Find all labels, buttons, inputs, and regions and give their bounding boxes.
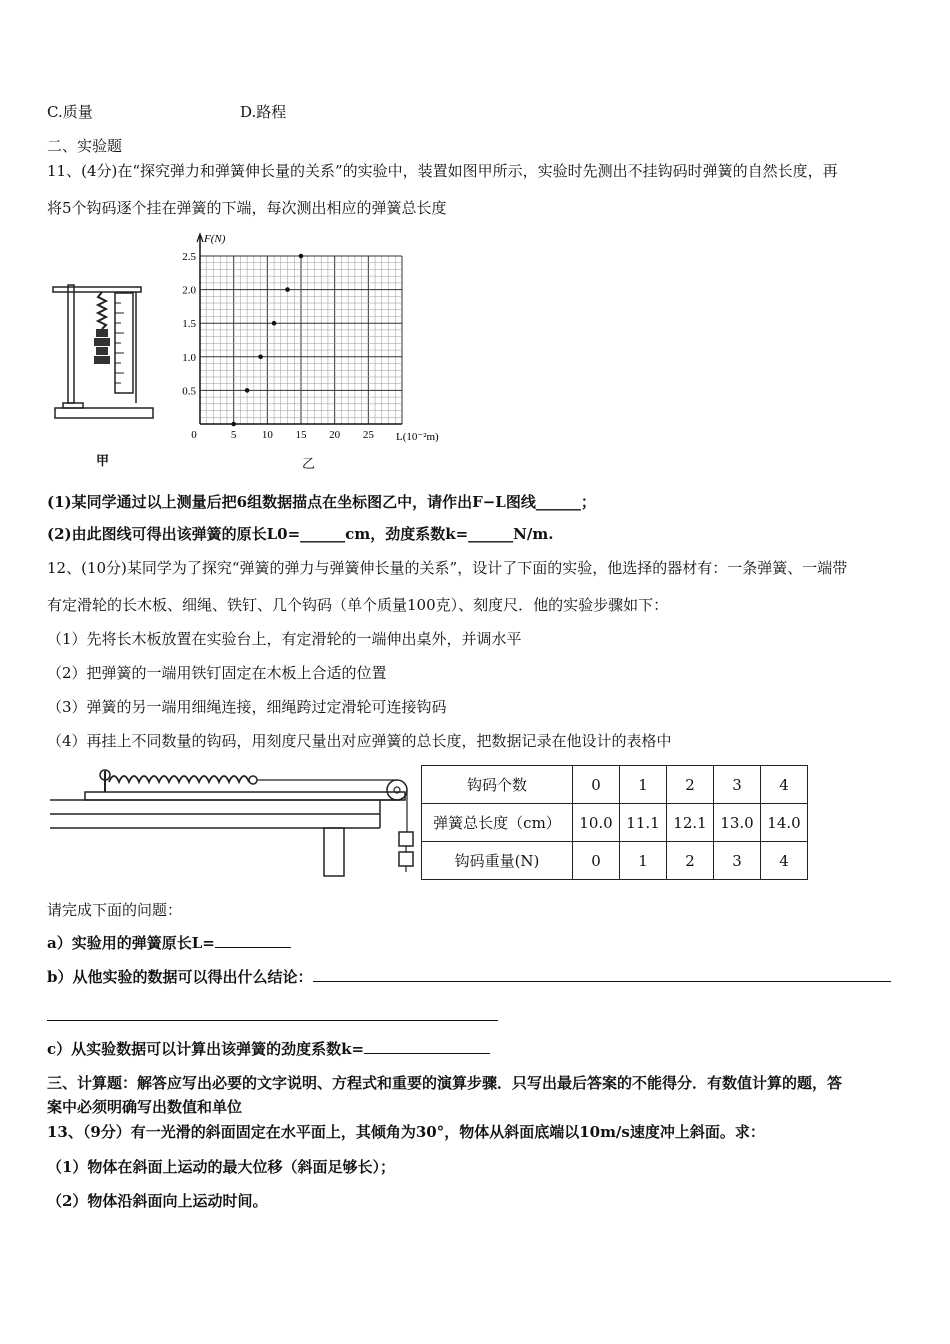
q12-prompt: 请完成下面的问题： <box>47 901 183 919</box>
y-tick-label: 2.0 <box>182 284 196 297</box>
q13-sub2: （2）物体沿斜面向上运动时间。 <box>47 1192 268 1210</box>
option-c: C.质量 <box>47 103 93 121</box>
q12-qa: a）实验用的弹簧原长L= <box>47 933 291 953</box>
y-tick-label: 1.0 <box>182 351 196 364</box>
data-point <box>245 388 250 393</box>
table-cell: 11.1 <box>620 804 667 842</box>
table-cell: 4 <box>761 842 808 880</box>
table-cell: 3 <box>714 842 761 880</box>
x-tick-label: 10 <box>261 429 273 441</box>
fig-b-label: 乙 <box>302 457 316 472</box>
fig-a-label: 甲 <box>96 454 110 469</box>
q11-line2: 将5个钩码逐个挂在弹簧的下端，每次测出相应的弹簧总长度 <box>47 199 447 217</box>
data-point <box>299 254 304 259</box>
spring-data-table <box>421 765 808 880</box>
answer-blank-b-cont[interactable] <box>47 1020 498 1021</box>
q12-line1: 12、(10分)某同学为了探究“弹簧的弹力与弹簧伸长量的关系”，设计了下面的实验，他选择的器材有：一条弹簧、一端带 <box>47 559 848 577</box>
row-label: 钩码重量(N) <box>422 842 573 880</box>
section-2-title: 二、实验题 <box>47 137 123 155</box>
table-row <box>422 766 808 804</box>
table-cell: 1 <box>620 766 667 804</box>
q11-sub2: (2)由此图线可得出该弹簧的原长L0=______cm，劲度系数k=______N/m. <box>47 525 554 543</box>
answer-blank-b[interactable] <box>313 967 891 982</box>
table-cell: 10.0 <box>573 804 620 842</box>
table-cell: 3 <box>714 766 761 804</box>
table-row <box>422 804 808 842</box>
q12-step-2: （2）把弹簧的一端用铁钉固定在木板上合适的位置 <box>47 664 387 682</box>
table-cell: 1 <box>620 842 667 880</box>
q13-line1: 13、（9分）有一光滑的斜面固定在水平面上，其倾角为30°，物体从斜面底端以10m/s速度冲上斜面。求： <box>47 1123 765 1141</box>
pulley-apparatus-figure <box>45 766 415 878</box>
f-l-chart <box>170 228 460 446</box>
y-tick-label: 0.5 <box>182 385 196 398</box>
data-point <box>285 287 290 292</box>
table-row <box>422 842 808 880</box>
data-point <box>231 422 236 427</box>
q11-sub1: (1)某同学通过以上测量后把6组数据描点在坐标图乙中，请作出F−L图线______； <box>47 493 596 511</box>
table-cell: 4 <box>761 766 808 804</box>
section-3-line1: 三、计算题：解答应写出必要的文字说明、方程式和重要的演算步骤．只写出最后答案的不能得分．有数值计算的题，答 <box>47 1074 843 1092</box>
data-point <box>272 321 277 326</box>
option-d: D.路程 <box>240 103 287 121</box>
x-tick-label: 0 <box>191 429 197 441</box>
x-tick-label: 25 <box>362 429 374 441</box>
x-tick-label: 15 <box>295 429 307 441</box>
section-3-line2: 案中必须明确写出数值和单位 <box>47 1098 243 1116</box>
answer-blank-a[interactable] <box>215 933 291 948</box>
table-cell: 12.1 <box>667 804 714 842</box>
row-label: 弹簧总长度（cm） <box>422 804 573 842</box>
q12-step-1: （1）先将长木板放置在实验台上，有定滑轮的一端伸出桌外，并调水平 <box>47 630 522 648</box>
y-tick-label: 2.5 <box>182 251 196 263</box>
x-tick-label: 20 <box>329 429 341 441</box>
q13-sub1: （1）物体在斜面上运动的最大位移（斜面足够长）； <box>47 1158 395 1176</box>
y-tick-label: 1.5 <box>182 318 196 331</box>
answer-blank-c[interactable] <box>364 1039 490 1054</box>
table-cell: 0 <box>573 766 620 804</box>
spring-stand-figure <box>50 275 160 425</box>
table-cell: 13.0 <box>714 804 761 842</box>
y-axis-label: F(N) <box>204 233 226 245</box>
table-cell: 0 <box>573 842 620 880</box>
x-tick-label: 5 <box>230 429 237 441</box>
q12-step-4: （4）再挂上不同数量的钩码，用刻度尺量出对应弹簧的总长度，把数据记录在他设计的表格中 <box>47 732 672 750</box>
data-point <box>258 355 263 360</box>
row-label: 钩码个数 <box>422 766 573 804</box>
q12-qc: c）从实验数据可以计算出该弹簧的劲度系数k= <box>47 1039 490 1059</box>
x-axis-label: L(10⁻²m) <box>396 431 439 443</box>
table-cell: 14.0 <box>761 804 808 842</box>
q11-line1: 11、(4分)在“探究弹力和弹簧伸长量的关系”的实验中，装置如图甲所示，实验时先测出不挂钩码时弹簧的自然长度，再 <box>47 162 838 180</box>
table-cell: 2 <box>667 766 714 804</box>
q12-qb: b）从他实验的数据可以得出什么结论： <box>47 967 891 987</box>
q12-line2: 有定滑轮的长木板、细绳、铁钉、几个钩码（单个质量100克）、刻度尺．他的实验步骤如下： <box>47 596 669 614</box>
q12-step-3: （3）弹簧的另一端用细绳连接，细绳跨过定滑轮可连接钩码 <box>47 698 447 716</box>
table-cell: 2 <box>667 842 714 880</box>
